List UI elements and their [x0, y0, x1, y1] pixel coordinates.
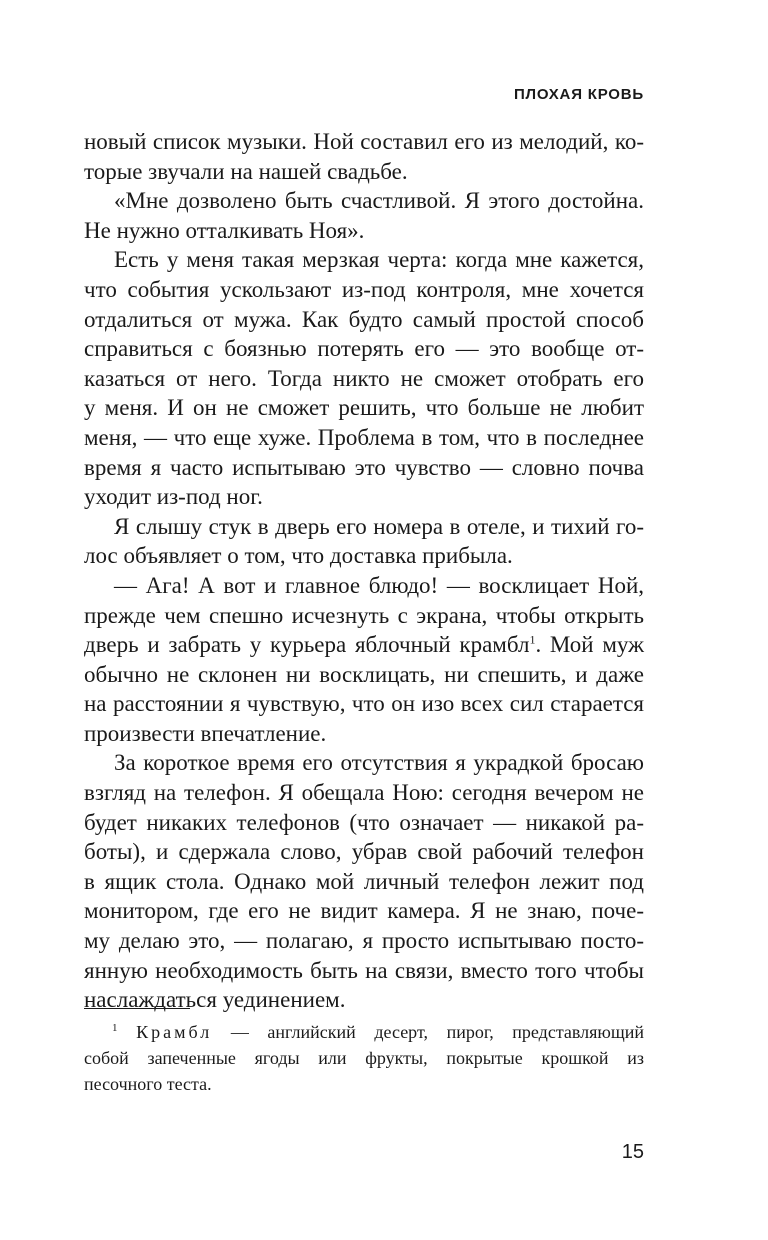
footnote-line [84, 1019, 644, 1045]
page-number: 15 [621, 1141, 644, 1163]
text-line: новый список музыки. Ной составил его из мелодий, ко- [84, 129, 644, 154]
text-line: на расстоянии я чувствую, что он изо всех сил старается [84, 691, 644, 717]
text-line: справиться с боязнью потерять его — это вообще от- [84, 336, 644, 362]
text-line: торые звучали на нашей свадьбе. [84, 158, 408, 184]
text-line: меня, — что еще хуже. Проблема в том, что в последнее [84, 424, 644, 450]
footnote [84, 1019, 644, 1097]
text-line: у меня. И он не сможет решить, что больше не любит [84, 395, 644, 421]
text-line: Есть у меня такая мерзкая черта: когда мне кажется, [114, 247, 644, 273]
text-line: боты), и сдержала слово, убрав свой рабочий телефон [84, 839, 644, 865]
text-line: — Ага! А вот и главное блюдо! — восклицает Ной, [114, 572, 644, 598]
footnote-line: собой запеченные ягоды или фрукты, покрытые крошкой из [84, 1048, 644, 1068]
footnote-reference: 1 [529, 632, 536, 647]
text-line: му делаю это, — полагаю, я просто испытываю посто- [84, 928, 644, 954]
text-line: Не нужно отталкивать Ноя». [84, 217, 365, 243]
footnote-mark: 1 [112, 1022, 118, 1034]
text-line: монитором, где его не видит камера. Я не знаю, поче- [84, 898, 644, 924]
text-line: казаться от него. Тогда никто не сможет отобрать его [84, 365, 644, 391]
text-line: уходит из-под ног. [84, 484, 263, 510]
text-line-with-footnote [84, 630, 644, 660]
text-line: время я часто испытываю это чувство — словно почва [84, 454, 644, 480]
text-line: прежде чем спешно исчезнуть с экрана, чтобы открыть [84, 602, 644, 628]
text-line: взгляд на телефон. Я обещала Ною: сегодня вечером не [84, 780, 644, 806]
text-line: лос объявляет о том, что доставка прибыла. [84, 543, 513, 569]
text-line: «Мне дозволено быть счастливой. Я этого достойна. [114, 188, 644, 214]
body-text [84, 127, 644, 1015]
text-line: наслаждаться уединением. [84, 987, 346, 1013]
text-line: в ящик стола. Однако мой личный телефон лежит под [84, 868, 644, 894]
text-fragment: дверь и забрать у курьера яблочный крамбл [84, 632, 530, 658]
footnote-term: Крамбл [136, 1022, 213, 1042]
text-fragment: . Мой муж [535, 632, 644, 658]
footnote-definition: — английский десерт, пирог, представляющий [212, 1022, 645, 1042]
footnote-divider [84, 1008, 190, 1009]
text-line: янную необходимость быть на связи, вместо того чтобы [84, 957, 644, 983]
running-head: ПЛОХАЯ КРОВЬ [513, 86, 644, 103]
text-line: Я слышу стук в дверь его номера в отеле, и тихий го- [114, 513, 644, 539]
text-line: что события ускользают из-под контроля, мне хочется [84, 276, 644, 302]
text-line: отдалиться от мужа. Как будто самый простой способ [84, 306, 644, 332]
text-line: произвести впечатление. [84, 720, 327, 746]
text-line: За короткое время его отсутствия я украдкой бросаю [114, 750, 644, 776]
text-line: будет никаких телефонов (что означает — никакой ра- [84, 809, 644, 835]
footnote-line: песочного теста. [84, 1074, 212, 1094]
text-line: обычно не склонен ни восклицать, ни спешить, и даже [84, 661, 644, 687]
